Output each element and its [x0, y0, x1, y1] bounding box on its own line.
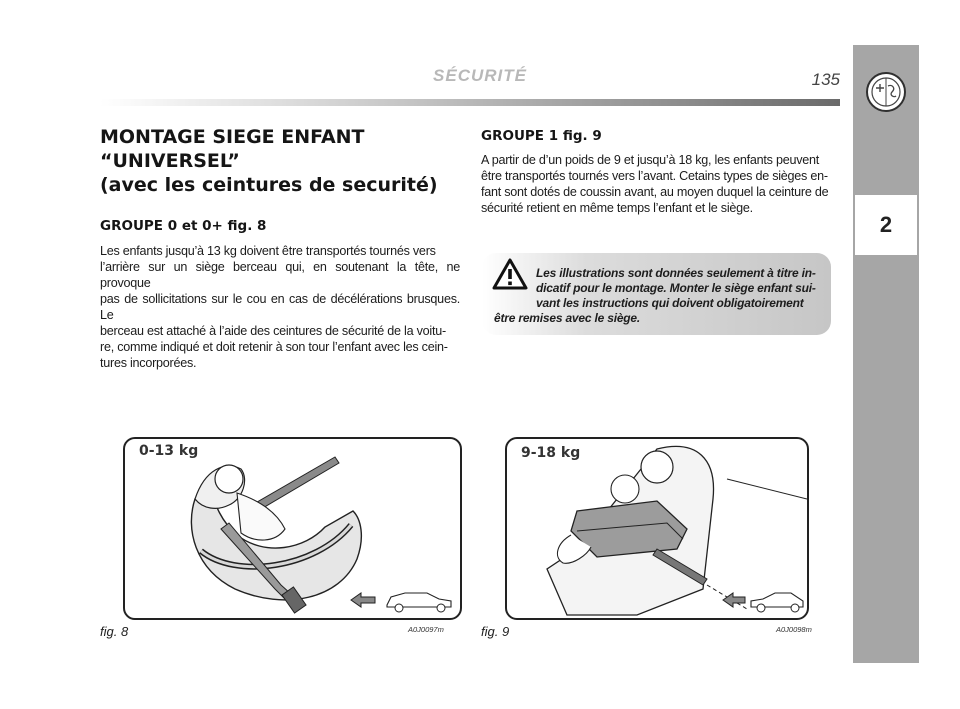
- group-0-paragraph: [100, 243, 460, 371]
- group-1-paragraph: [481, 152, 831, 216]
- chapter-number: 2: [855, 195, 917, 255]
- paragraph-line: A partir de d’un poids de 9 et jusqu’à 18 kg, les enfants peuvent: [481, 153, 820, 167]
- figure-9-code: A0J0098m: [776, 625, 812, 634]
- paragraph-line: Les enfants jusqu’à 13 kg doivent être transportés tournés vers: [100, 244, 436, 258]
- warning-text: [494, 266, 824, 326]
- group-1-subtitle: GROUPE 1 fig. 9: [481, 128, 602, 144]
- section-title-line: MONTAGE SIEGE ENFANT: [100, 126, 365, 148]
- paragraph-line: tures incorporées.: [100, 356, 197, 370]
- figure-8-weight-label: 0-13 kg: [139, 443, 199, 459]
- section-title-line: (avec les ceintures de securité): [100, 174, 438, 196]
- section-title: [100, 125, 470, 197]
- page-number: 135: [811, 70, 840, 89]
- figure-8-frame: [123, 437, 462, 620]
- section-title-line: “UNIVERSEL”: [100, 150, 240, 172]
- figure-8-code: A0J0097m: [408, 625, 444, 634]
- paragraph-line: être transportés tournés vers l’avant. Cetains types de sièges en-: [481, 169, 828, 183]
- warning-line: vant les instructions qui doivent obligatoirement: [536, 296, 804, 310]
- paragraph-line: l’arrière sur un siège berceau qui, en soutenant la tête, ne provoque: [100, 260, 460, 290]
- paragraph-line: pas de sollicitations sur le cou en cas de décélérations brusques. Le: [100, 292, 460, 322]
- alfa-romeo-logo-icon: [866, 72, 906, 112]
- warning-line: être remises avec le siège.: [494, 311, 641, 325]
- group-0-subtitle: GROUPE 0 et 0+ fig. 8: [100, 218, 267, 234]
- forward-facing-car-icon: [719, 585, 807, 615]
- warning-line: dicatif pour le montage. Monter le siège enfant sui-: [536, 281, 816, 295]
- figure-9-weight-label: 9-18 kg: [521, 445, 581, 461]
- running-header-title: SÉCURITÉ: [433, 66, 527, 85]
- warning-line: Les illustrations sont données seulement à titre in-: [536, 266, 816, 280]
- paragraph-line: sécurité retient en même temps l’enfant et le siège.: [481, 201, 753, 215]
- paragraph-line: berceau est attaché à l’aide des ceintures de sécurité de la voitu-: [100, 324, 446, 338]
- rear-facing-car-icon: [347, 585, 457, 615]
- paragraph-line: re, comme indiqué et doit retenir à son tour l’enfant avec les cein-: [100, 340, 448, 354]
- figure-8-caption: fig. 8: [100, 624, 129, 639]
- paragraph-line: fant sont dotés de coussin avant, au moyen duquel la ceinture de: [481, 185, 829, 199]
- header-rule: [100, 99, 840, 106]
- chapter-side-tab: [853, 45, 919, 663]
- figure-9-caption: fig. 9: [481, 624, 510, 639]
- figure-9-frame: [505, 437, 809, 620]
